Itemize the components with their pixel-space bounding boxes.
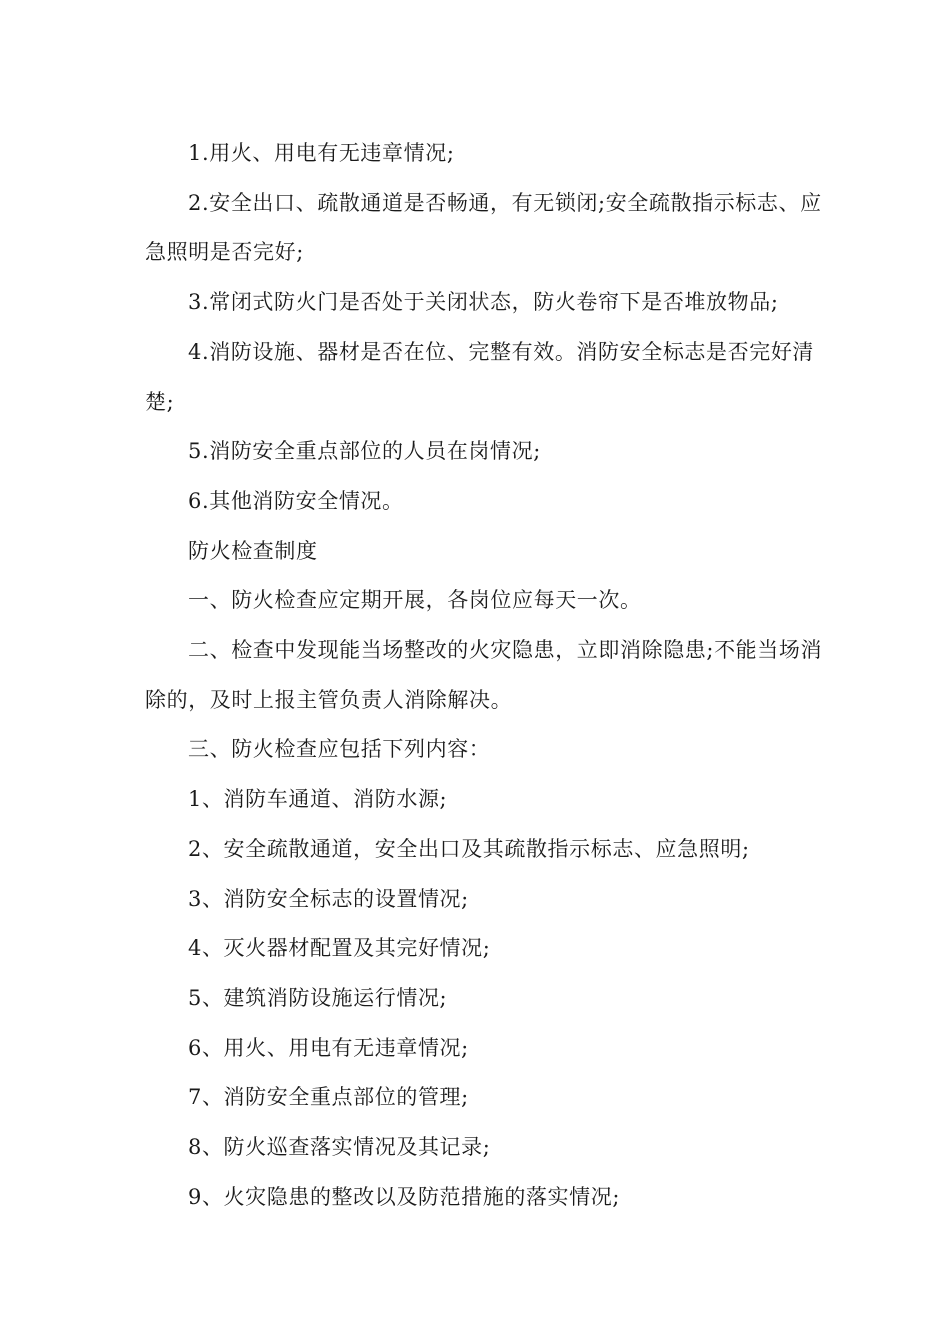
paragraph-rule-3: 三、防火检查应包括下列内容： <box>188 737 491 762</box>
paragraph-patrol-item-4: 4.消防设施、器材是否在位、完整有效。消防安全标志是否完好清楚; <box>145 339 815 414</box>
paragraph-patrol-item-1: 1.用火、用电有无违章情况; <box>188 141 455 165</box>
list-item-8: 8、防火巡查落实情况及其记录; <box>188 1135 491 1160</box>
list-item-4: 4、灭火器材配置及其完好情况; <box>188 936 491 961</box>
list-item-1: 1、消防车通道、消防水源; <box>188 787 448 812</box>
list-item-5: 5、建筑消防设施运行情况; <box>188 985 448 1010</box>
list-item-6: 6、用火、用电有无违章情况; <box>188 1035 469 1060</box>
paragraph-rule-1: 一、防火检查应定期开展，各岗位应每天一次。 <box>188 588 642 613</box>
paragraph-patrol-item-3: 3.常闭式防火门是否处于关闭状态，防火卷帘下是否堆放物品; <box>188 290 779 315</box>
paragraph-patrol-item-2: 2.安全出口、疏散通道是否畅通，有无锁闭;安全疏散指示标志、应急照明是否完好; <box>145 190 822 265</box>
list-item-7: 7、消防安全重点部位的管理; <box>188 1085 469 1110</box>
paragraph-rule-2: 二、检查中发现能当场整改的火灾隐患，立即消除隐患;不能当场消除的，及时上报主管负责人消除解决。 <box>145 638 823 712</box>
section-heading: 防火检查制度 <box>188 538 318 563</box>
paragraph-patrol-item-6: 6.其他消防安全情况。 <box>188 488 404 513</box>
document-body <box>145 129 825 1222</box>
list-item-2: 2、安全疏散通道，安全出口及其疏散指示标志、应急照明; <box>188 836 750 861</box>
paragraph-patrol-item-5: 5.消防安全重点部位的人员在岗情况; <box>188 439 541 464</box>
list-item-3: 3、消防安全标志的设置情况; <box>188 886 469 911</box>
list-item-9: 9、火灾隐患的整改以及防范措施的落实情况; <box>188 1184 621 1209</box>
